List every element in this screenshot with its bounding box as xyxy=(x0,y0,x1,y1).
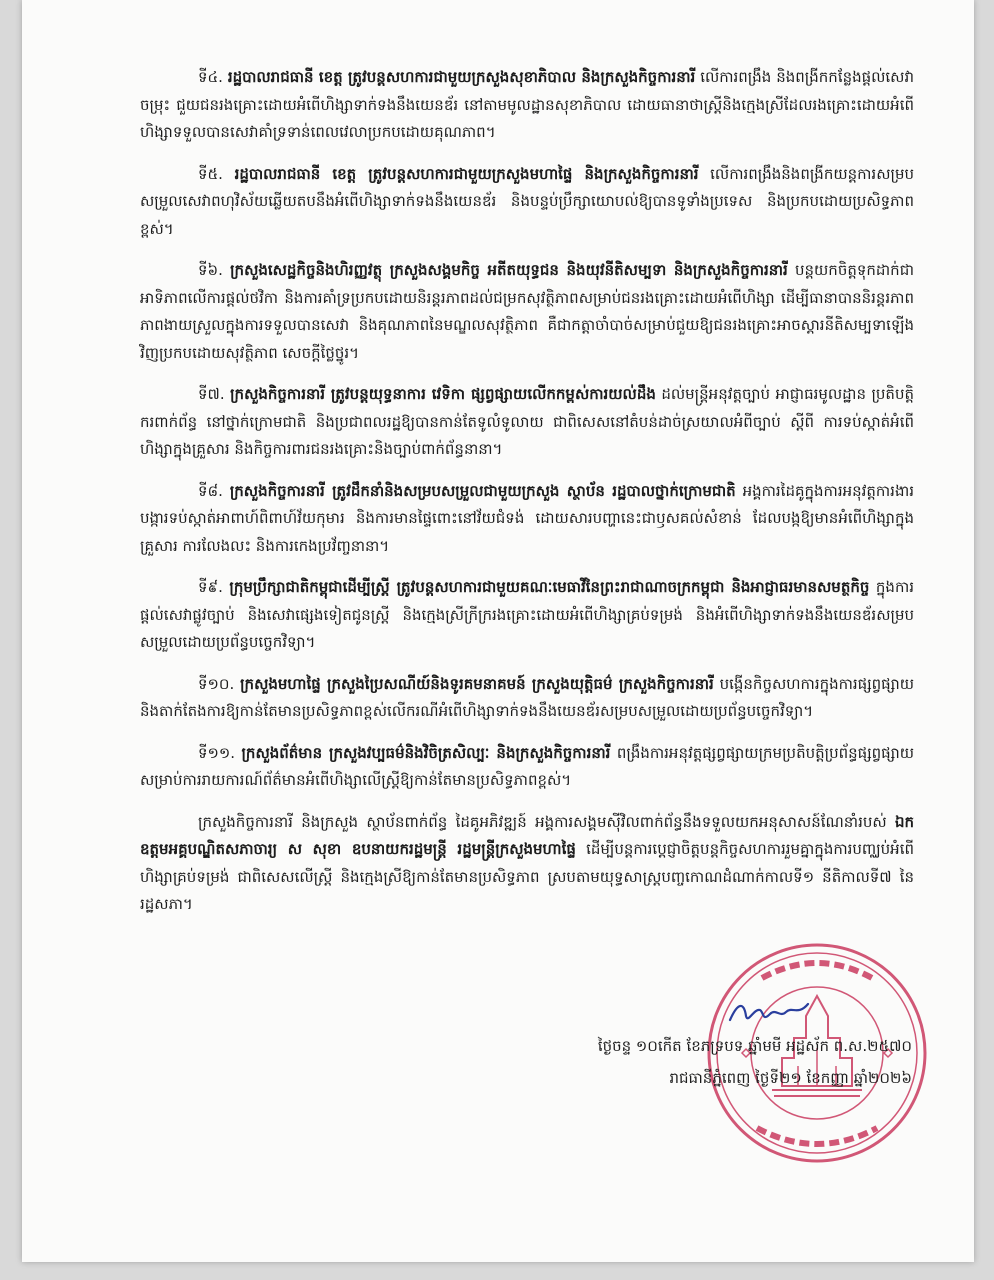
signature-icon xyxy=(724,990,814,1030)
document-page xyxy=(22,0,974,1262)
paragraph-bold: ក្រសួងសេដ្ឋកិច្ចនិងហិរញ្ញវត្ថុ ក្រសួងសង្គមកិច្ច អតីតយុទ្ធជន និងយុវនីតិសម្បទា និងក្រសួងកិច្ចការនារី xyxy=(230,261,788,279)
paragraph-text: ក្រសួងកិច្ចការនារី និងក្រសួង ស្ថាប័នពាក់ព័ន្ធ ដៃគូអភិវឌ្ឍន៍ អង្គការសង្គមស៊ីវិលពាក់ព័ន្ធនឹងទទួលយកអនុសាសន៍ណែនាំរបស់ xyxy=(198,812,895,831)
paragraph-number: ទី១១. xyxy=(198,743,242,762)
paragraph-text: បង្កើនកិច្ចសហការក្នុងការផ្សព្វផ្សាយ និងតាក់តែងការឱ្យកាន់តែមានប្រសិទ្ធភាពខ្ពស់លើករណីអំពើហិង្សាទាក់ទងនឹងយេនឌ័រសម្របសម្រួលដោយប្រព័ន្ធបច្ចេកវិទ្យា។ xyxy=(140,674,914,720)
paragraph-number: ទី៨. xyxy=(198,481,230,500)
date-solar: រាជធានីភ្នំពេញ ថ្ងៃទី២១ ខែកញ្ញា ឆ្នាំ២០២៦ xyxy=(669,1069,912,1087)
paragraph-text: ដល់មន្ត្រីអនុវត្តច្បាប់ អាជ្ញាធរមូលដ្ឋាន ប្រតិបត្តិករពាក់ព័ន្ធ នៅថ្នាក់ក្រោមជាតិ និងប្រជាពលរដ្ឋឱ្យបានកាន់តែទូលំទូលាយ ជាពិសេសនៅតំបន់ដាច់ស្រយាលអំពីច្បាប់ ស្តីពី ការទប់ស្កាត់អំពើហិង្សាក្នុងគ្រួសារ និងកិច្ចការពារជនរងគ្រោះនិងច្បាប់ពាក់ព័ន្ធនានា។ xyxy=(140,385,914,458)
paragraph-bold: ក្រសួងមហាផ្ទៃ ក្រសួងប្រៃសណីយ៍និងទូរគមនាគមន៍ ក្រសួងយុត្តិធម៌ ក្រសួងកិច្ចការនារី xyxy=(240,674,714,693)
paragraph-text: លើការពង្រឹងនិងពង្រីកយន្តការសម្របសម្រួលសេវាពហុវិស័យឆ្លើយតបនឹងអំពើហិង្សាទាក់ទងនឹងយេនឌ័រ និងបន្ទប់ប្រឹក្សាយោបល់ឱ្យបានទូទាំងប្រទេស និងប្រកបដោយប្រសិទ្ធភាពខ្ពស់។ xyxy=(140,164,914,238)
paragraph-number: ទី៧. xyxy=(198,385,231,403)
paragraph-6 xyxy=(140,257,914,367)
paragraph-bold: ឯកឧត្តមអគ្គបណ្ឌិតសភាចារ្យ ស សុខា ឧបនាយករដ្ឋមន្ត្រី រដ្ឋមន្ត្រីក្រសួងមហាផ្ទៃ xyxy=(140,812,914,858)
paragraph-bold: ក្រសួងកិច្ចការនារី ត្រូវបន្តយុទ្ធនាការ វេទិកា ផ្សព្វផ្សាយលើកកម្ពស់ការយល់ដឹង xyxy=(230,385,656,403)
paragraph-bold: ក្រុមប្រឹក្សាជាតិកម្ពុជាដើម្បីស្ត្រី ត្រូវបន្តសហការជាមួយគណៈមេធាវីនៃព្រះរាជាណាចក្រកម្ពុជា និងអាជ្ញាធរមានសមត្ថកិច្ច xyxy=(229,578,870,596)
paragraph-text: ដើម្បីបន្តការប្តេជ្ញាចិត្តបន្តកិច្ចសហការរួមគ្នាក្នុងការបញ្ឈប់អំពើហិង្សាគ្រប់ទម្រង់ ជាពិសេសលើស្ត្រី និងក្មេងស្រីឱ្យកាន់តែមានប្រសិទ្ធភាព ស្របតាមយុទ្ធសាស្ត្របញ្ចកោណដំណាក់កាលទី១ នីតិកាលទី៧ នៃរដ្ឋសភា។ xyxy=(140,840,914,913)
paragraph-text: ក្នុងការផ្តល់សេវាផ្លូវច្បាប់ និងសេវាផ្សេងទៀតជូនស្ត្រី និងក្មេងស្រីក្រីក្ររងគ្រោះដោយអំពើហិង្សាគ្រប់ទម្រង់ និងអំពើហិង្សាទាក់ទងនឹងយេនឌ័រសម្របសម្រួលដោយប្រព័ន្ធបច្ចេកវិទ្យា។ xyxy=(140,578,914,651)
paragraph-7 xyxy=(140,381,914,464)
paragraph-9 xyxy=(140,574,914,657)
paragraph-number: ទី៩. xyxy=(198,578,230,596)
date-lunar: ថ្ងៃចន្ទ ១០កើត ខែភទ្របទ ឆ្នាំមមី អដ្ឋស័ក ព.ស.២៥៧០ xyxy=(597,1037,912,1055)
paragraph-4 xyxy=(140,64,914,147)
paragraph-bold: ក្រសួងព័ត៌មាន ក្រសួងវប្បធម៌និងវិចិត្រសិល្បៈ និងក្រសួងកិច្ចការនារី xyxy=(241,743,611,762)
paragraph-number: ទី១០. xyxy=(198,674,241,693)
paragraph-number: ទី៤. xyxy=(198,68,228,86)
paragraph-11 xyxy=(140,740,914,795)
paragraph-number: ទី៥. xyxy=(198,164,235,183)
paragraph-5 xyxy=(140,161,914,244)
paragraph-number: ទី៦. xyxy=(198,261,231,279)
paragraph-bold: ក្រសួងកិច្ចការនារី ត្រូវដឹកនាំនិងសម្របសម្រួលជាមួយក្រសួង ស្ថាប័ន រដ្ឋបាលថ្នាក់ក្រោមជាតិ xyxy=(229,481,736,500)
paragraph-text: ពង្រឹងការអនុវត្តផ្សព្វផ្សាយក្រមប្រតិបត្តិប្រព័ន្ធផ្សព្វផ្សាយ សម្រាប់ការរាយការណ៍ព័ត៌មានអំពើហិង្សាលើស្ត្រីឱ្យកាន់តែមានប្រសិទ្ធភាពខ្ពស់។ xyxy=(140,743,914,789)
document-body xyxy=(140,64,914,933)
paragraph-text: អង្គការដៃគូក្នុងការអនុវត្តការងារបង្ការទប់ស្កាត់អាពាហ៍ពិពាហ៍វ័យកុមារ និងការមានផ្ទៃពោះនៅវ័យជំទង់ ដោយសារបញ្ហានេះជាឫសគល់សំខាន់ ដែលបង្កឱ្យមានអំពើហិង្សាក្នុងគ្រួសារ ការលែងលះ និងការកេងប្រវ័ញ្ចនានា។ xyxy=(140,481,914,555)
paragraph-10 xyxy=(140,671,914,726)
date-block xyxy=(560,1030,912,1094)
paragraph-text: បន្តយកចិត្តទុកដាក់ជាអាទិភាពលើការផ្តល់ថវិកា និងការគាំទ្រប្រកបដោយនិរន្តរភាពដល់ជម្រកសុវត្ថិភាពសម្រាប់ជនរងគ្រោះដោយអំពើហិង្សា ដើម្បីធានាបាននិរន្តរភាព ភាពងាយស្រួលក្នុងការទទួលបានសេវា និងគុណភាពនៃមណ្ឌលសុវត្ថិភាព គឺជាកត្តាចាំបាច់សម្រាប់ជួយឱ្យជនរងគ្រោះអាចស្តារនីតិសម្បទាឡើងវិញប្រកបដោយសុវត្ថិភាព សេចក្តីថ្លៃថ្នូរ។ xyxy=(140,261,914,362)
paragraph-8 xyxy=(140,478,914,561)
paragraph-bold: រដ្ឋបាលរាជធានី ខេត្ត ត្រូវបន្តសហការជាមួយក្រសួងមហាផ្ទៃ និងក្រសួងកិច្ចការនារី xyxy=(234,164,699,183)
paragraph-bold: រដ្ឋបាលរាជធានី ខេត្ត ត្រូវបន្តសហការជាមួយក្រសួងសុខាភិបាល និងក្រសួងកិច្ចការនារី xyxy=(227,68,696,86)
paragraph-text: លើការពង្រឹង និងពង្រីកកន្លែងផ្តល់សេវាចម្រុះ ជួយជនរងគ្រោះដោយអំពើហិង្សាទាក់ទងនឹងយេនឌ័រ នៅតាមមូលដ្ឋានសុខាភិបាល ដោយធានាថាស្ត្រីនិងក្មេងស្រីដែលរងគ្រោះដោយអំពើហិង្សាទទួលបានសេវាគាំទ្រទាន់ពេលវេលាប្រកបដោយគុណភាព។ xyxy=(140,68,914,141)
paragraph-closing xyxy=(140,809,914,919)
